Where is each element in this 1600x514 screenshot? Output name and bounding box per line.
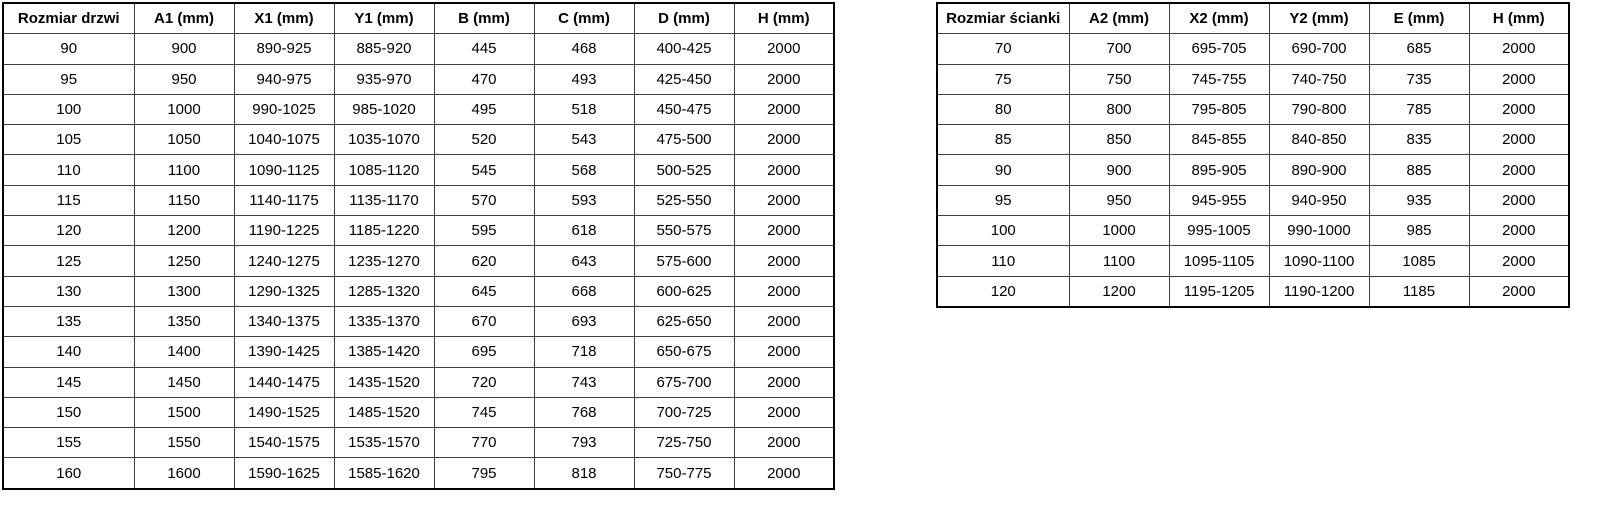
- table-cell: 625-650: [634, 306, 734, 336]
- table-cell: 1150: [134, 185, 234, 215]
- table-cell: 518: [534, 94, 634, 124]
- column-header: C (mm): [534, 3, 634, 34]
- table-cell: 120: [3, 216, 134, 246]
- table-row: [3, 64, 834, 94]
- table-cell: 1500: [134, 397, 234, 427]
- column-header: A2 (mm): [1069, 3, 1169, 34]
- table-cell: 685: [1369, 34, 1469, 64]
- table-cell: 1090-1125: [234, 155, 334, 185]
- table-cell: 90: [3, 34, 134, 64]
- column-header: A1 (mm): [134, 3, 234, 34]
- table-cell: 618: [534, 216, 634, 246]
- table-cell: 450-475: [634, 94, 734, 124]
- table-row: [3, 276, 834, 306]
- table-cell: 2000: [1469, 125, 1569, 155]
- table-cell: 720: [434, 367, 534, 397]
- table-cell: 620: [434, 246, 534, 276]
- table-cell: 600-625: [634, 276, 734, 306]
- table-cell: 1300: [134, 276, 234, 306]
- table-cell: 990-1025: [234, 94, 334, 124]
- table-cell: 1440-1475: [234, 367, 334, 397]
- table-cell: 793: [534, 428, 634, 458]
- table-cell: 940-950: [1269, 185, 1369, 215]
- table-cell: 2000: [734, 216, 834, 246]
- table-cell: 695: [434, 337, 534, 367]
- table-header-row: [937, 3, 1569, 34]
- table-cell: 150: [3, 397, 134, 427]
- table-cell: 818: [534, 458, 634, 489]
- table-cell: 885: [1369, 155, 1469, 185]
- table-cell: 2000: [734, 367, 834, 397]
- table-cell: 120: [937, 276, 1069, 307]
- table-cell: 768: [534, 397, 634, 427]
- table-cell: 935: [1369, 185, 1469, 215]
- table-cell: 468: [534, 34, 634, 64]
- table-cell: 950: [1069, 185, 1169, 215]
- table-cell: 105: [3, 125, 134, 155]
- table-cell: 70: [937, 34, 1069, 64]
- table-cell: 1100: [1069, 246, 1169, 276]
- column-header: Y1 (mm): [334, 3, 434, 34]
- column-header: Rozmiar drzwi: [3, 3, 134, 34]
- table-cell: 790-800: [1269, 94, 1369, 124]
- table-cell: 568: [534, 155, 634, 185]
- table-cell: 1140-1175: [234, 185, 334, 215]
- table-cell: 1535-1570: [334, 428, 434, 458]
- table-cell: 500-525: [634, 155, 734, 185]
- table-cell: 2000: [1469, 34, 1569, 64]
- table-cell: 693: [534, 306, 634, 336]
- column-header: X2 (mm): [1169, 3, 1269, 34]
- table-row: [937, 185, 1569, 215]
- table-cell: 695-705: [1169, 34, 1269, 64]
- table-cell: 770: [434, 428, 534, 458]
- table-row: [3, 397, 834, 427]
- table-cell: 1195-1205: [1169, 276, 1269, 307]
- table-cell: 75: [937, 64, 1069, 94]
- table-cell: 90: [937, 155, 1069, 185]
- column-header: B (mm): [434, 3, 534, 34]
- table-cell: 570: [434, 185, 534, 215]
- table-cell: 2000: [734, 64, 834, 94]
- column-header: Rozmiar ścianki: [937, 3, 1069, 34]
- table-cell: 1250: [134, 246, 234, 276]
- table-row: [3, 428, 834, 458]
- table-cell: 745-755: [1169, 64, 1269, 94]
- table-cell: 835: [1369, 125, 1469, 155]
- table-cell: 2000: [1469, 246, 1569, 276]
- table-cell: 1240-1275: [234, 246, 334, 276]
- table-cell: 935-970: [334, 64, 434, 94]
- table-cell: 125: [3, 246, 134, 276]
- table-cell: 895-905: [1169, 155, 1269, 185]
- table-cell: 2000: [734, 337, 834, 367]
- table-cell: 1100: [134, 155, 234, 185]
- table-row: [3, 306, 834, 336]
- table-cell: 400-425: [634, 34, 734, 64]
- table-cell: 1085: [1369, 246, 1469, 276]
- table-row: [3, 34, 834, 64]
- table-cell: 493: [534, 64, 634, 94]
- table-cell: 1095-1105: [1169, 246, 1269, 276]
- table-cell: 1550: [134, 428, 234, 458]
- table-cell: 1340-1375: [234, 306, 334, 336]
- table-cell: 425-450: [634, 64, 734, 94]
- table-cell: 1335-1370: [334, 306, 434, 336]
- table-cell: 155: [3, 428, 134, 458]
- table-cell: 718: [534, 337, 634, 367]
- table-cell: 1290-1325: [234, 276, 334, 306]
- column-header: D (mm): [634, 3, 734, 34]
- table-cell: 1190-1225: [234, 216, 334, 246]
- table-row: [937, 276, 1569, 307]
- table-row: [3, 125, 834, 155]
- table-cell: 945-955: [1169, 185, 1269, 215]
- table-cell: 890-925: [234, 34, 334, 64]
- table-row: [3, 94, 834, 124]
- table-cell: 885-920: [334, 34, 434, 64]
- table-cell: 1090-1100: [1269, 246, 1369, 276]
- table-cell: 1285-1320: [334, 276, 434, 306]
- table-cell: 940-975: [234, 64, 334, 94]
- table-cell: 520: [434, 125, 534, 155]
- table-cell: 1600: [134, 458, 234, 489]
- table-cell: 1350: [134, 306, 234, 336]
- table-cell: 2000: [1469, 64, 1569, 94]
- table-cell: 690-700: [1269, 34, 1369, 64]
- table-cell: 1185-1220: [334, 216, 434, 246]
- table-cell: 1185: [1369, 276, 1469, 307]
- table-cell: 550-575: [634, 216, 734, 246]
- table-cell: 1050: [134, 125, 234, 155]
- column-header: X1 (mm): [234, 3, 334, 34]
- column-header: H (mm): [1469, 3, 1569, 34]
- table-cell: 140: [3, 337, 134, 367]
- table-cell: 2000: [734, 185, 834, 215]
- table-cell: 750-775: [634, 458, 734, 489]
- table-cell: 2000: [734, 458, 834, 489]
- table-cell: 795-805: [1169, 94, 1269, 124]
- table-cell: 900: [134, 34, 234, 64]
- table-row: [937, 64, 1569, 94]
- table-cell: 110: [3, 155, 134, 185]
- table-cell: 735: [1369, 64, 1469, 94]
- table-cell: 1585-1620: [334, 458, 434, 489]
- table-cell: 2000: [734, 94, 834, 124]
- table-row: [937, 216, 1569, 246]
- table-cell: 110: [937, 246, 1069, 276]
- wall-size-table: [936, 2, 1570, 308]
- table-header-row: [3, 3, 834, 34]
- table-cell: 95: [3, 64, 134, 94]
- table-cell: 800: [1069, 94, 1169, 124]
- table-cell: 995-1005: [1169, 216, 1269, 246]
- table-cell: 900: [1069, 155, 1169, 185]
- table-cell: 575-600: [634, 246, 734, 276]
- column-header: E (mm): [1369, 3, 1469, 34]
- table-cell: 130: [3, 276, 134, 306]
- table-cell: 2000: [1469, 94, 1569, 124]
- table-row: [937, 155, 1569, 185]
- column-header: H (mm): [734, 3, 834, 34]
- table-cell: 1490-1525: [234, 397, 334, 427]
- table-cell: 525-550: [634, 185, 734, 215]
- table-cell: 1540-1575: [234, 428, 334, 458]
- table-cell: 1085-1120: [334, 155, 434, 185]
- table-row: [3, 367, 834, 397]
- table-cell: 475-500: [634, 125, 734, 155]
- table-cell: 985: [1369, 216, 1469, 246]
- table-cell: 745: [434, 397, 534, 427]
- table-cell: 795: [434, 458, 534, 489]
- table-cell: 593: [534, 185, 634, 215]
- table-cell: 543: [534, 125, 634, 155]
- table-cell: 1485-1520: [334, 397, 434, 427]
- table-cell: 645: [434, 276, 534, 306]
- table-cell: 1000: [1069, 216, 1169, 246]
- table-cell: 495: [434, 94, 534, 124]
- table-cell: 2000: [734, 428, 834, 458]
- table-cell: 595: [434, 216, 534, 246]
- table-row: [3, 337, 834, 367]
- table-cell: 100: [3, 94, 134, 124]
- table-cell: 1040-1075: [234, 125, 334, 155]
- table-cell: 840-850: [1269, 125, 1369, 155]
- table-cell: 135: [3, 306, 134, 336]
- table-cell: 850: [1069, 125, 1169, 155]
- table-cell: 1590-1625: [234, 458, 334, 489]
- table-cell: 668: [534, 276, 634, 306]
- table-cell: 1200: [134, 216, 234, 246]
- table-row: [937, 125, 1569, 155]
- table-cell: 80: [937, 94, 1069, 124]
- table-cell: 115: [3, 185, 134, 215]
- table-row: [3, 216, 834, 246]
- table-cell: 650-675: [634, 337, 734, 367]
- table-cell: 100: [937, 216, 1069, 246]
- table-cell: 890-900: [1269, 155, 1369, 185]
- table-cell: 1000: [134, 94, 234, 124]
- table-cell: 700-725: [634, 397, 734, 427]
- table-cell: 2000: [734, 155, 834, 185]
- table-cell: 470: [434, 64, 534, 94]
- table-cell: 700: [1069, 34, 1169, 64]
- table-row: [937, 246, 1569, 276]
- table-cell: 85: [937, 125, 1069, 155]
- table-cell: 1400: [134, 337, 234, 367]
- table-cell: 845-855: [1169, 125, 1269, 155]
- table-cell: 725-750: [634, 428, 734, 458]
- table-cell: 785: [1369, 94, 1469, 124]
- table-cell: 2000: [734, 246, 834, 276]
- table-row: [3, 458, 834, 489]
- table-cell: 2000: [1469, 276, 1569, 307]
- table-cell: 990-1000: [1269, 216, 1369, 246]
- table-cell: 2000: [734, 306, 834, 336]
- table-cell: 1035-1070: [334, 125, 434, 155]
- table-cell: 2000: [734, 34, 834, 64]
- table-cell: 445: [434, 34, 534, 64]
- table-cell: 1390-1425: [234, 337, 334, 367]
- table-cell: 743: [534, 367, 634, 397]
- table-cell: 2000: [734, 276, 834, 306]
- table-cell: 2000: [734, 397, 834, 427]
- table-cell: 950: [134, 64, 234, 94]
- table-cell: 675-700: [634, 367, 734, 397]
- table-cell: 1450: [134, 367, 234, 397]
- door-size-table: [2, 2, 835, 490]
- table-cell: 145: [3, 367, 134, 397]
- table-cell: 985-1020: [334, 94, 434, 124]
- table-cell: 2000: [1469, 185, 1569, 215]
- table-cell: 1200: [1069, 276, 1169, 307]
- table-cell: 1385-1420: [334, 337, 434, 367]
- table-cell: 740-750: [1269, 64, 1369, 94]
- table-cell: 643: [534, 246, 634, 276]
- table-row: [937, 34, 1569, 64]
- table-row: [3, 155, 834, 185]
- table-cell: 1190-1200: [1269, 276, 1369, 307]
- table-cell: 2000: [1469, 155, 1569, 185]
- table-cell: 2000: [734, 125, 834, 155]
- table-cell: 160: [3, 458, 134, 489]
- table-cell: 1435-1520: [334, 367, 434, 397]
- table-row: [937, 94, 1569, 124]
- table-cell: 1235-1270: [334, 246, 434, 276]
- table-row: [3, 246, 834, 276]
- table-cell: 750: [1069, 64, 1169, 94]
- table-cell: 2000: [1469, 216, 1569, 246]
- table-cell: 95: [937, 185, 1069, 215]
- table-cell: 1135-1170: [334, 185, 434, 215]
- column-header: Y2 (mm): [1269, 3, 1369, 34]
- table-cell: 670: [434, 306, 534, 336]
- table-cell: 545: [434, 155, 534, 185]
- table-row: [3, 185, 834, 215]
